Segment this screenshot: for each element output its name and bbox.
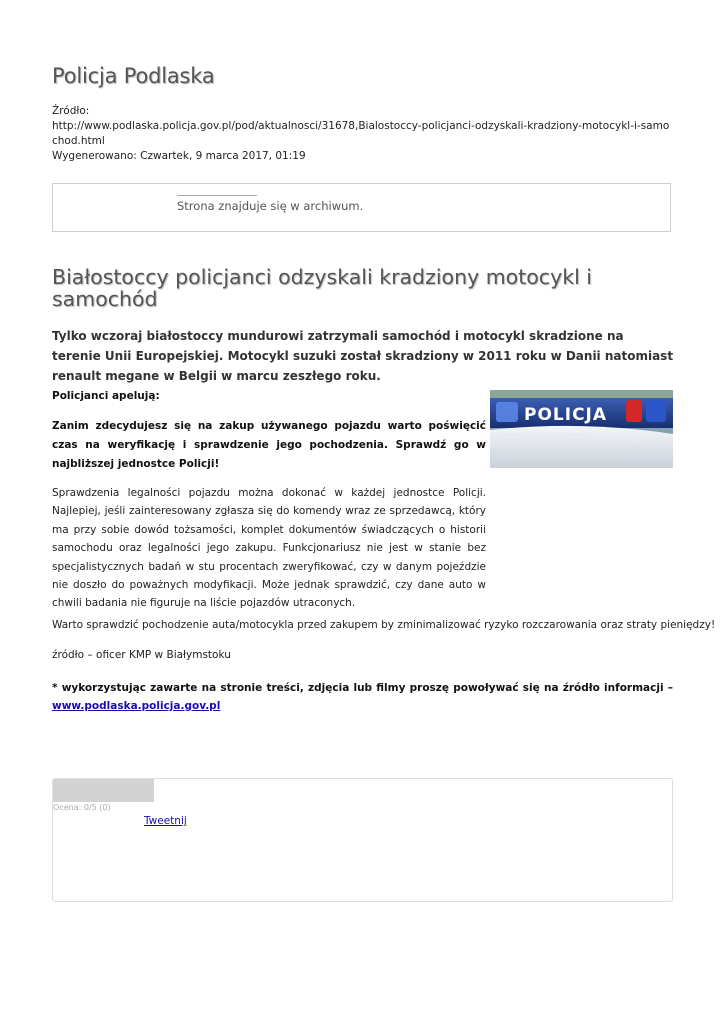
divider: [177, 195, 257, 196]
notice-link[interactable]: www.podlaska.policja.gov.pl: [52, 700, 221, 712]
site-title: Policja Podlaska: [52, 64, 215, 88]
generated-date: Wygenerowano: Czwartek, 9 marca 2017, 01:19: [52, 150, 306, 162]
source-note: źródło – oficer KMP w Białymstoku: [52, 649, 231, 661]
source-url: http://www.podlaska.policja.gov.pl/pod/aktualnosci/31678,Bialostoccy-policjanci-odzyskali-kradziony-motocykl-i-samochod.html: [52, 120, 670, 147]
source-label: Źródło:: [52, 105, 90, 117]
article-lead: Tylko wczoraj białostoccy mundurowi zatrzymali samochód i motocykl skradzione na terenie Unii Europejskiej. Motocykl suzuki został skradziony w 2011 roku w Danii natomiast renault megane w Belgii w marcu zeszłego roku.: [52, 329, 674, 383]
rating-text: Ocena: 0/5 (0): [53, 803, 111, 812]
advice-text: Warto sprawdzić pochodzenie auta/motocykla przed zakupem by zminimalizować ryzyko rozczarowania oraz straty pieniędzy!: [52, 619, 716, 631]
article-title: Białostoccy policjanci odzyskali kradziony motocykl i samochód: [52, 265, 592, 311]
photo-police-text: POLICJA: [524, 405, 608, 425]
article-paragraph: Sprawdzenia legalności pojazdu można dokonać w każdej jednostce Policji. Najlepiej, jeśli zainteresowany zgłasza się do komendy wraz ze sprzedawcą, który ma przy sobie dowód tożsamości, komplet dokumentów świadczących o historii samochodu oraz legalności jego zakupu. Funkcjonariusz nie jest w stanie bez specjalistycznych badań w stu procentach zweryfikować, czy w danym pojeździe nie doszło do poważnych modyfikacji. Może jednak sprawdzić, czy dane auto w chwili badania nie figuruje na liście pojazdów utraconych.: [52, 487, 486, 610]
appeal-text: Zanim zdecydujesz się na zakup używanego pojazdu warto poświęcić czas na weryfikację i sprawdzenie jego pochodzenia. Sprawdź go w najbliższej jednostce Policji!: [52, 420, 486, 470]
page-meta: [52, 104, 674, 164]
police-light-bar-image: [490, 390, 673, 468]
tweet-button[interactable]: Tweetnij: [144, 815, 187, 827]
rating-bar[interactable]: [53, 779, 154, 802]
notice-text: * wykorzystując zawarte na stronie treści, zdjęcia lub filmy proszę powoływać się na źródło informacji –: [52, 682, 673, 694]
rating-box: [52, 778, 673, 902]
police-car-photo: [490, 390, 673, 468]
copyright-notice: [52, 679, 673, 715]
archive-message: Strona znajduje się w archiwum.: [177, 199, 364, 213]
archive-notice: [52, 183, 671, 232]
appeal-label: Policjanci apelują:: [52, 390, 160, 402]
